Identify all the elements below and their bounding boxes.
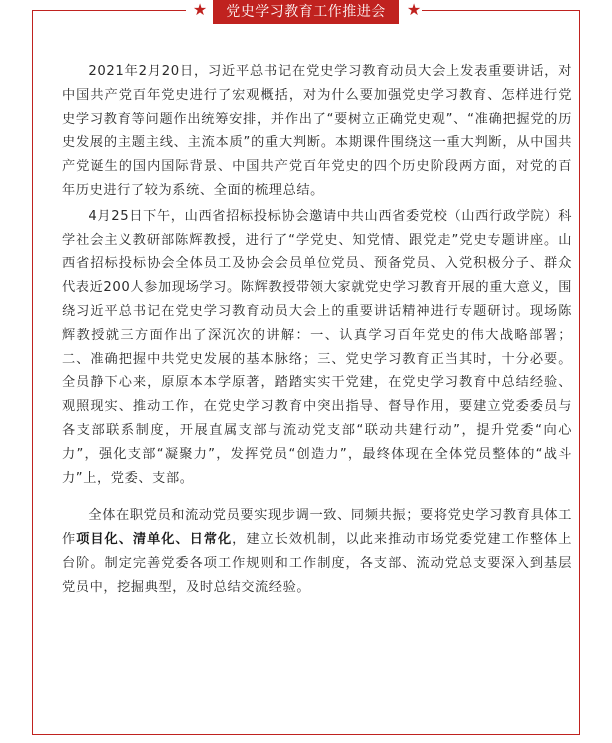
paragraph-3 — [62, 504, 572, 599]
header — [0, 0, 612, 26]
page-title: 党史学习教育工作推进会 — [213, 0, 399, 24]
paragraph-2: 4月25日下午，山西省招标投标协会邀请中共山西省委党校（山西行政学院）科学社会主义教研部陈辉教授，进行了“学党史、知党情、跟党走”党史专题讲座。山西省招标投标协会全体员工及协会会员单位党员、预备党员、入党积极分子、群众代表近200人参加现场学习。陈辉教授带领大家就党史学习教育开展的重大意义，围绕习近平总书记在党史学习教育动员大会上的重要讲话精神进行专题研讨。现场陈辉教授就三方面作出了深沉次的讲解：一、认真学习百年党史的伟大战略部署；二、准确把握中共党史发展的基本脉络；三、党史学习教育正当其时，十分必要。全员静下心来，原原本本学原著，踏踏实实干党建，在党史学习教育中总结经验、观照现实、推动工作，在党史学习教育中突出指导、督导作用，要建立党委委员与各支部联系制度，开展直属支部与流动党支部“联动共建行动”，提升党委“向心力”，强化支部“凝聚力”，发挥党员“创造力”，最终体现在全体党员整体的“战斗力”上，党委、支部。 — [62, 208, 572, 486]
paragraph-1: 2021年2月20日，习近平总书记在党史学习教育动员大会上发表重要讲话，对中国共产党百年党史进行了宏观概括，对为什么要加强党史学习教育、怎样进行党史学习教育等问题作出统筹安排，并作出了“要树立正确党史观”、“准确把握党的历史发展的主题主线、主流本质”的重大判断。本期课件围绕这一重大判断，从中国共产党诞生的国内国际背景、中国共产党百年党史的四个历史阶段两方面，对党的百年历史进行了较为系统、全面的梳理总结。 — [62, 64, 572, 198]
star-icon-left: ★ — [192, 0, 208, 19]
paragraph-3-bold-text: 项目化、清单化、日常化 — [76, 532, 233, 548]
paragraph-3-text-end: ，建立长效机制，以此来推动市场党委党建工作整体上台阶。制定完善党委各项工作规则和工作制度，各支部、流动党总支要深入到基层党员中，挖掘典型，及时总结交流经验。 — [62, 532, 572, 595]
paragraph-3-text-start: 全体在职党员和流动党员要实现步调一致、同频共振；要将党史学习教育具体工作 — [62, 508, 572, 548]
article-body — [62, 60, 572, 600]
star-icon-right: ★ — [406, 0, 422, 19]
